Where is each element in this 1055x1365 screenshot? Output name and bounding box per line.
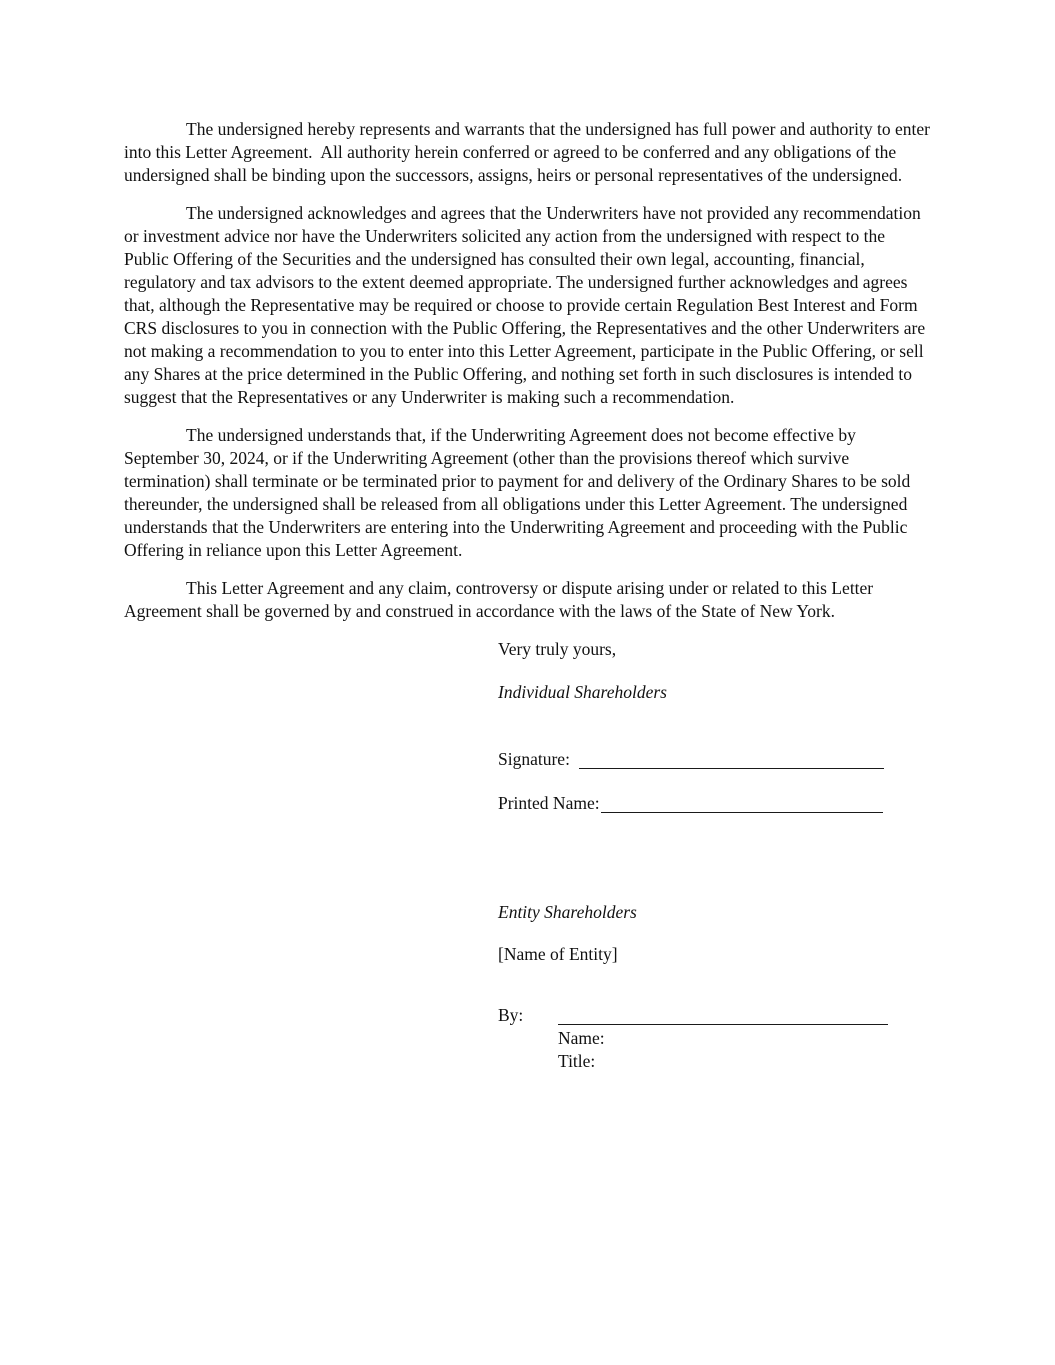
closing-block: [498, 638, 933, 1073]
entity-name-label: Name:: [558, 1028, 605, 1048]
entity-name-placeholder: [Name of Entity]: [498, 944, 618, 964]
paragraph-governing-law: This Letter Agreement and any claim, controversy or dispute arising under or related to this Letter Agreement shall be governed by and construed in accordance with the laws of the State of New York.: [124, 578, 877, 621]
paragraph-power-and-authority: The undersigned hereby represents and warrants that the undersigned has full power and authority to enter into this Letter Agreement. All authority herein conferred or agreed to be conferred and any obligations of the undersigned shall be binding upon the successors, assigns, heirs or personal representatives of the undersigned.: [124, 119, 935, 185]
document-content: [124, 118, 933, 1073]
paragraph-no-recommendation: The undersigned acknowledges and agrees that the Underwriters have not provided any recommendation or investment advice nor have the Underwriters solicited any action from the undersigned with respect to the Public Offering of the Securities and the undersigned has consulted their own legal, accounting, financial, regulatory and tax advisors to the extent deemed appropriate. The undersigned further acknowledges and agrees that, although the Representative may be required or choose to provide certain Regulation Best Interest and Form CRS disclosures to you in connection with the Public Offering, the Representatives and the other Underwriters are not making a recommendation to you to enter into this Letter Agreement, participate in the Public Offering, or sell any Shares at the price determined in the Public Offering, and nothing set forth in such disclosures is intended to suggest that the Representatives or any Underwriter is making such a recommendation.: [124, 203, 930, 407]
entity-title-label: Title:: [558, 1051, 596, 1071]
signature-row: [498, 748, 933, 771]
by-blank-line: [558, 1024, 888, 1025]
by-row: [498, 1004, 933, 1027]
signature-label: Signature:: [498, 749, 570, 769]
individual-shareholders-heading: Individual Shareholders: [498, 682, 667, 702]
paragraph-termination: The undersigned understands that, if the Underwriting Agreement does not become effective by September 30, 2024, or if the Underwriting Agreement (other than the provisions thereof which survive termination) shall terminate or be terminated prior to payment for and delivery of the Ordinary Shares to be sold thereunder, the undersigned shall be released from all obligations under this Letter Agreement. The undersigned understands that the Underwriters are entering into the Underwriting Agreement and proceeding with the Public Offering in reliance upon this Letter Agreement.: [124, 425, 915, 560]
signature-blank-line: [579, 768, 884, 769]
printed-name-row: [498, 792, 933, 815]
by-label: By:: [498, 1005, 524, 1025]
valediction: Very truly yours,: [498, 639, 617, 659]
entity-shareholders-heading: Entity Shareholders: [498, 902, 637, 922]
printed-name-blank-line: [601, 812, 883, 813]
printed-name-label: Printed Name:: [498, 793, 600, 813]
